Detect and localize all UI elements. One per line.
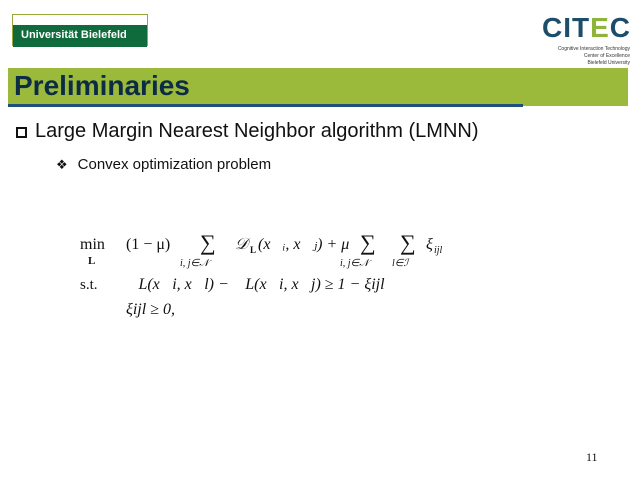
term1-d: 𝒟: [235, 236, 248, 253]
term1-sub: L: [250, 245, 257, 255]
citec-logo: [522, 8, 632, 64]
bullet-main-text: Large Margin Nearest Neighbor algorithm (LMNN): [35, 120, 479, 142]
constraint-2: ξijl ≥ 0,: [126, 301, 175, 318]
slide-title: Preliminaries: [14, 70, 190, 101]
citec-line-2: Center of Excellence: [583, 53, 630, 59]
square-bullet-icon: [16, 127, 27, 138]
citec-wordmark: CITEC: [542, 12, 632, 43]
title-underline: [8, 104, 523, 107]
bullet-sub-text: Convex optimization problem: [77, 156, 272, 173]
xi-sub: ijl: [434, 245, 443, 256]
logo-text: Universität Bielefeld: [21, 29, 127, 41]
page-number: 11: [586, 450, 598, 464]
xi-term: ξ: [426, 236, 433, 253]
term1-args: (x⃗ᵢ, x⃗ⱼ) + μ: [258, 236, 350, 253]
diamond-bullet-icon: ❖: [56, 157, 68, 172]
university-bielefeld-logo: [12, 14, 148, 46]
bullet-main: [16, 120, 479, 143]
formula-min: min: [80, 236, 105, 253]
sum1-icon: ∑: [200, 230, 216, 255]
formula-coef: (1 − μ): [126, 236, 171, 253]
bullet-sub: [56, 156, 271, 173]
citec-line-1: Cognitive Interaction Technology: [557, 46, 630, 52]
formula-min-sub: L: [88, 255, 96, 267]
sum3-icon: ∑: [400, 230, 416, 255]
sum1-sub: i, j∈𝒩: [180, 258, 209, 269]
sum2-icon: ∑: [360, 230, 376, 255]
sum2-sub: i, j∈𝒩: [340, 258, 369, 269]
lmnn-formula: [70, 222, 470, 332]
constraint-1: 𝒟L(x⃗i, x⃗l) − 𝒟L(x⃗i, x⃗j) ≥ 1 − ξijl: [126, 276, 385, 293]
st-label: s.t.: [80, 277, 98, 293]
sum3-sub: l∈ℐ: [392, 258, 409, 269]
citec-line-3: Bielefeld University: [587, 60, 630, 66]
